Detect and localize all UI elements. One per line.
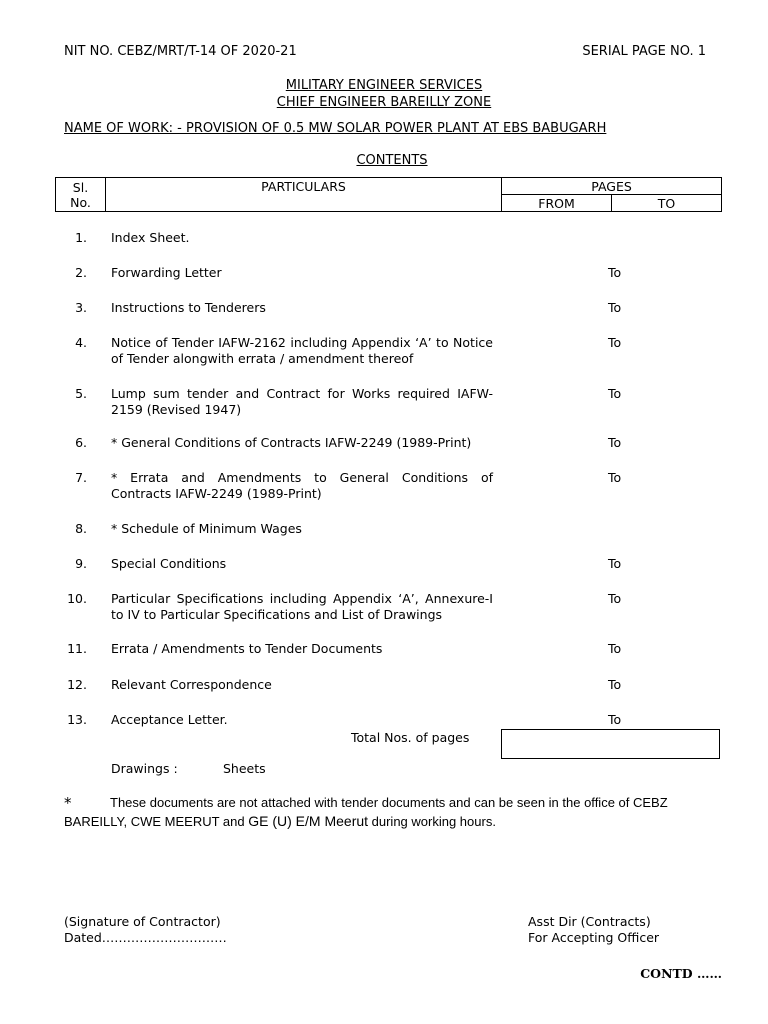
pages-header: PAGES bbox=[502, 178, 722, 195]
row-sl-no: 7. bbox=[75, 470, 87, 485]
row-sl-no: 11. bbox=[67, 641, 87, 656]
row-to-label: To bbox=[608, 300, 622, 315]
serial-page-number: SERIAL PAGE NO. 1 bbox=[582, 44, 706, 59]
contents-title: CONTENTS bbox=[356, 153, 428, 168]
row-particulars bbox=[111, 230, 493, 246]
row-to-label: To bbox=[608, 265, 622, 280]
row-sl-no: 4. bbox=[75, 335, 87, 350]
row-particulars-line: 2159 (Revised 1947) bbox=[111, 402, 242, 417]
row-to-label: To bbox=[608, 386, 622, 401]
continued-marker: CONTD …… bbox=[640, 966, 722, 981]
row-particulars-line: * Schedule of Minimum Wages bbox=[111, 521, 302, 536]
row-to-label: To bbox=[608, 641, 622, 656]
name-of-work: NAME OF WORK: - PROVISION OF 0.5 MW SOLAR POWER PLANT AT EBS BABUGARH bbox=[64, 121, 607, 136]
row-to-label: To bbox=[608, 335, 622, 350]
row-to-label: To bbox=[608, 712, 622, 727]
row-particulars-line: Errata / Amendments to Tender Documents bbox=[111, 641, 383, 656]
asst-dir-label: Asst Dir (Contracts) bbox=[528, 914, 651, 929]
organization-name: MILITARY ENGINEER SERVICES bbox=[285, 78, 483, 93]
row-to-label: To bbox=[608, 470, 622, 485]
row-particulars bbox=[111, 386, 493, 418]
row-sl-no: 3. bbox=[75, 300, 87, 315]
row-particulars bbox=[111, 677, 493, 693]
row-sl-no: 9. bbox=[75, 556, 87, 571]
row-particulars-line: Special Conditions bbox=[111, 556, 227, 571]
row-particulars-line: of Tender alongwith errata / amendment thereof bbox=[111, 351, 414, 366]
total-pages-label: Total Nos. of pages bbox=[351, 730, 470, 745]
nit-number: NIT NO. CEBZ/MRT/T-14 OF 2020-21 bbox=[64, 44, 297, 59]
row-particulars bbox=[111, 435, 493, 451]
row-particulars-line: Instructions to Tenderers bbox=[111, 300, 266, 315]
note-asterisk: * bbox=[64, 794, 72, 812]
row-sl-no: 12. bbox=[67, 677, 87, 692]
row-to-label: To bbox=[608, 435, 622, 450]
row-particulars bbox=[111, 521, 493, 537]
contents-table-header bbox=[55, 177, 722, 212]
row-particulars-line: Lump sum tender and Contract for Works required IAFW- bbox=[111, 386, 493, 401]
sheets-label: Sheets bbox=[223, 761, 266, 776]
row-particulars bbox=[111, 300, 493, 316]
row-particulars bbox=[111, 265, 493, 281]
row-particulars bbox=[111, 591, 493, 623]
from-header: FROM bbox=[502, 195, 612, 212]
row-sl-no: 2. bbox=[75, 265, 87, 280]
row-particulars bbox=[111, 556, 493, 572]
row-particulars-line: * General Conditions of Contracts IAFW-2249 (1989-Print) bbox=[111, 435, 472, 450]
row-particulars bbox=[111, 641, 493, 657]
zone-name: CHIEF ENGINEER BAREILLY ZONE bbox=[276, 95, 492, 110]
row-particulars-line: Forwarding Letter bbox=[111, 265, 222, 280]
row-particulars-line: Contracts IAFW-2249 (1989-Print) bbox=[111, 486, 322, 501]
row-sl-no: 10. bbox=[67, 591, 87, 606]
note-line-1: These documents are not attached with tender documents and can be seen in the office of CEBZ bbox=[110, 795, 668, 810]
row-sl-no: 13. bbox=[67, 712, 87, 727]
sl-no-header: Sl. No. bbox=[56, 178, 106, 212]
row-particulars-line: Notice of Tender IAFW-2162 including Appendix ‘A’ to Notice bbox=[111, 335, 493, 350]
drawings-label: Drawings : bbox=[111, 761, 178, 776]
particulars-header: PARTICULARS bbox=[106, 178, 502, 212]
row-sl-no: 6. bbox=[75, 435, 87, 450]
note-line-2: BAREILLY, CWE MEERUT and GE (U) E/M Meerut during working hours. bbox=[64, 813, 496, 829]
row-particulars bbox=[111, 335, 493, 367]
row-sl-no: 5. bbox=[75, 386, 87, 401]
row-particulars-line: Particular Specifications including Appendix ‘A’, Annexure-I bbox=[111, 591, 493, 606]
row-sl-no: 8. bbox=[75, 521, 87, 536]
row-particulars-line: Acceptance Letter. bbox=[111, 712, 228, 727]
accepting-officer-label: For Accepting Officer bbox=[528, 930, 660, 945]
row-particulars-line: Index Sheet. bbox=[111, 230, 190, 245]
row-particulars-line: Relevant Correspondence bbox=[111, 677, 272, 692]
to-header: TO bbox=[612, 195, 722, 212]
dated-line: Dated………………………… bbox=[64, 930, 227, 945]
row-to-label: To bbox=[608, 556, 622, 571]
row-to-label: To bbox=[608, 677, 622, 692]
row-particulars bbox=[111, 470, 493, 502]
row-particulars-line: * Errata and Amendments to General Conditions of bbox=[111, 470, 493, 485]
row-particulars bbox=[111, 712, 493, 728]
row-particulars-line: to IV to Particular Specifications and List of Drawings bbox=[111, 607, 443, 622]
row-sl-no: 1. bbox=[75, 230, 87, 245]
total-pages-box bbox=[501, 729, 720, 759]
row-to-label: To bbox=[608, 591, 622, 606]
contractor-signature-label: (Signature of Contractor) bbox=[64, 914, 221, 929]
